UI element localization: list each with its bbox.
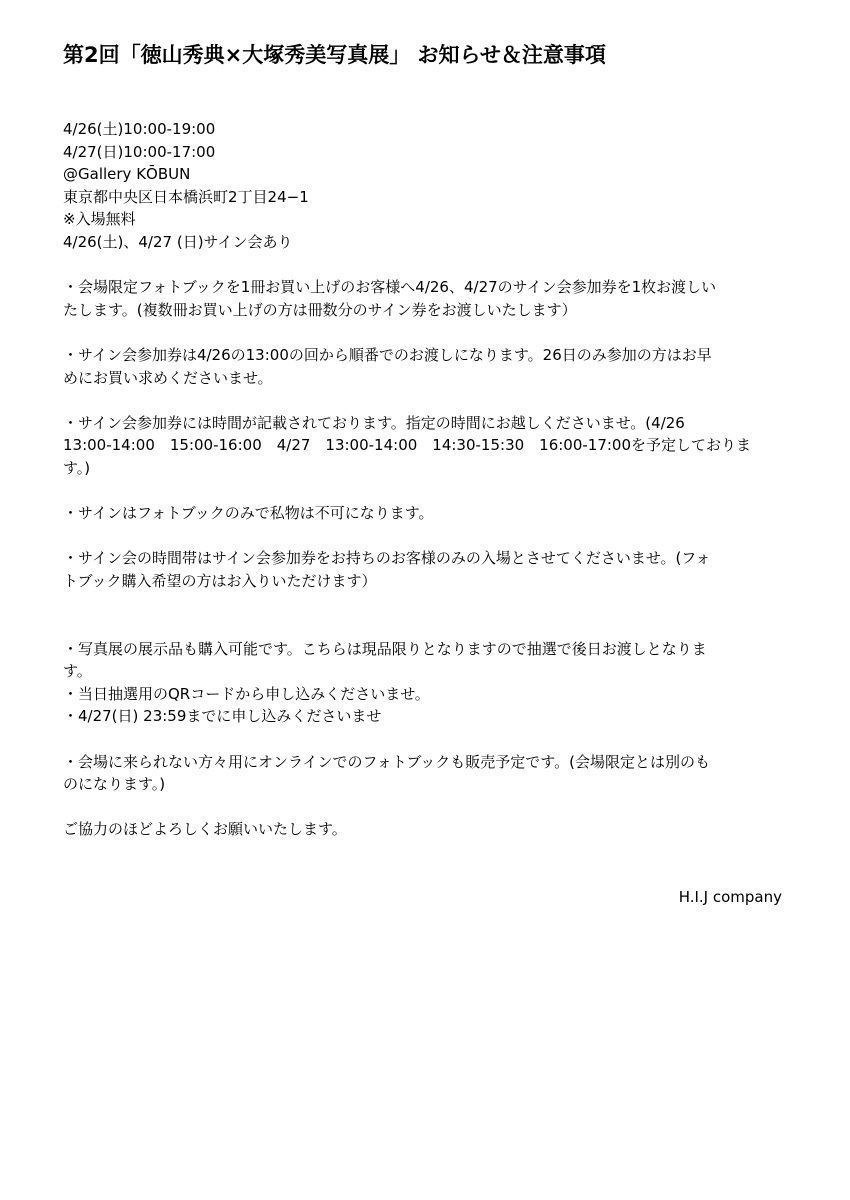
notice-line: ・サインはフォトブックのみで私物は不可になります。 (63, 504, 434, 523)
event-admission: ※入場無料 (63, 210, 136, 229)
event-date-1: 4/26(土)10:00-19:00 (63, 120, 216, 138)
event-address: 東京都中央区日本橋浜町2丁目24−1 (63, 187, 309, 206)
notice-line: めにお買い求めくださいませ。 (63, 368, 273, 387)
notice-body (63, 118, 793, 841)
event-info (63, 118, 793, 254)
online-line: のになります。) (63, 775, 166, 794)
purchase-line: す。 (63, 662, 92, 681)
notice-line: 13:00-14:00 15:00-16:00 4/27 13:00-14:00 14:30-15:30 16:00-17:00を予定しておりま (63, 436, 752, 455)
notice-line: ・サイン会の時間帯はサイン会参加券をお持ちのお客様のみの入場とさせてくださいませ。(フォ (63, 549, 711, 568)
notice-line: たします。(複数冊お買い上げの方は冊数分のサイン券をお渡しいたします） (63, 300, 577, 319)
signoff-company: H.I.J company (678, 888, 782, 906)
purchase-line: ・写真展の展示品も購入可能です。こちらは現品限りとなりますので抽選で後日お渡しとなりま (63, 639, 707, 658)
page-title: 第2回「徳山秀典×大塚秀美写真展」 お知らせ＆注意事項 (63, 43, 606, 67)
online-note (63, 751, 793, 796)
notice-line: す。) (63, 458, 91, 477)
notice-line: ・サイン会参加券には時間が記載されております。指定の時間にお越しくださいませ。(4/26 (63, 413, 685, 432)
notice-sign-items (63, 502, 793, 525)
notice-ticket-order (63, 344, 793, 389)
notice-line: ・サイン会参加券は4/26の13:00の回から順番でのお渡しになります。26日のみ参加の方はお早 (63, 345, 712, 364)
event-venue: @Gallery KŌBUN (63, 165, 191, 184)
closing-text: ご協力のほどよろしくお願いいたします。 (63, 820, 347, 839)
notice-entry-restriction (63, 547, 793, 592)
notice-photobook (63, 276, 793, 321)
purchase-line: ・当日抽選用のQRコードから申し込みくださいませ。 (63, 684, 430, 703)
purchase-line: ・4/27(日) 23:59までに申し込みくださいませ (63, 707, 382, 726)
notice-ticket-time (63, 412, 793, 480)
event-date-2: 4/27(日)10:00-17:00 (63, 142, 216, 161)
notice-line: トブック購入希望の方はお入りいただけます） (63, 571, 377, 590)
purchase-notes (63, 638, 793, 728)
event-signing: 4/26(土)、4/27 (日)サイン会あり (63, 232, 293, 251)
online-line: ・会場に来られない方々用にオンラインでのフォトブックも販売予定です。(会場限定とは別のも (63, 752, 710, 771)
notice-line: ・会場限定フォトブックを1冊お買い上げのお客様へ4/26、4/27のサイン会参加券を1枚お渡しい (63, 278, 717, 297)
